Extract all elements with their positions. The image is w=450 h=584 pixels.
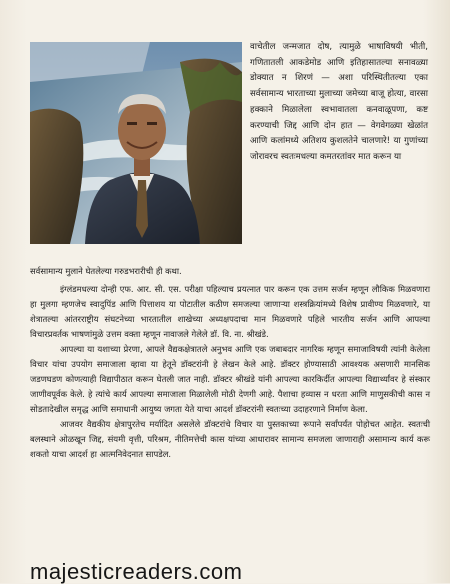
paragraph: आपल्या या यशाच्या प्रेरणा, आपले वैद्यकक्षेत्रातले अनुभव आणि एक जबाबदार नागरिक म्हणून समाजाविषयी त्यांनी केलेला विचार यांचा उपयोग समाजाला व्हावा या हेतूने डॉक्टरांनी हे लेखन केले आहे. डॉक्टर होण्यासाठी आवश्यक असणारी मानसिक जडणघडण कोणत्याही विद्यापीठात करून घेतली जात नाही. डॉक्टर श्रीखंडे यांनी आपल्या कारकिर्दीत आपल्या विद्यार्थ्यांवर हे संस्कार जाणीवपूर्वक केले. हे त्यांचे कार्य आपल्या समाजाला मिळालेली मोठी देणगी आहे. पैशाचा हव्यास न धरता आणि माणुसकीची कास न सोडतादेखील समृद्ध आणि समाधानी आयुष्य जगता येते याचा आदर्श डॉक्टरांनी स्वतःच्या उदाहरणाने निर्माण केला.	[30, 344, 430, 414]
lead-line: सर्वसामान्य मुलाने घेतलेल्या गरुडभरारीची ही कथा.	[30, 266, 182, 276]
portrait-illustration	[30, 42, 242, 244]
paragraph: आजवर वैद्यकीय क्षेत्रापुरतेच मर्यादित असलेले डॉक्टरांचे विचार या पुस्तकाच्या रूपाने सर्वांपर्यंत पोहोचत आहेत. स्वतःची बलस्थाने ओळखून जिद्द, संयमी वृत्ती, परिश्रम, नीतिमत्तेची कास यांच्या आधारावर सामान्य समजला जाणाराही असामान्य कार्य करू शकतो याचा आदर्श हा आत्मनिवेदनात सापडेल.	[30, 419, 430, 459]
watermark: majesticreaders.com	[30, 559, 243, 584]
side-paragraph	[250, 40, 428, 166]
body-text	[30, 282, 430, 462]
paragraph: इंग्लंडमधल्या दोन्ही एफ. आर. सी. एस. परीक्षा पहिल्याच प्रयत्नात पार करून एक उत्तम सर्जन म्हणून लौकिक मिळवणारा हा मुलगा म्हणजेच स्वादुपिंड आणि पित्ताशय या पोटातील कठीण समजल्या जाणाऱ्या शस्त्रक्रियांमध्ये विशेष प्रावीण्य मिळवणारे, या शेत्रातल्या आंतरराष्ट्रीय संघटनेच्या भारतातील शाखेच्या अध्यक्षपदाचा मान मिळवणारे पहिले भारतीय सर्जन आणि आपल्या विचारप्रवर्तक भाषणांमुळे उत्तम वक्ता म्हणून नावाजले गेलेले डॉ. वि. ना. श्रीखंडे.	[30, 284, 430, 339]
portrait-photo	[30, 42, 242, 244]
side-paragraph-text: वाचेतील जन्मजात दोष, त्यामुळे भाषाविषयी भीती, गणितातली आकडेमोड आणि इतिहासातल्या सनावळ्या डोक्यात न शिरणं — अशा परिस्थितीतल्या एका सर्वसामान्य भारताच्या मुलाच्या जमेच्या बाजू होत्या, वारसा हक्काने मिळालेला स्वभावातला कनवाळूपणा, कष्ट करण्याची जिद्द आणि दोन हात — वेगवेगळ्या खेळांत आणि कलांमध्ये अतिशय कुशलतेने चालणारे! या गुणांच्या जोरावरच स्वतःमधल्या कमतरतांवर मात करून या	[250, 42, 428, 162]
